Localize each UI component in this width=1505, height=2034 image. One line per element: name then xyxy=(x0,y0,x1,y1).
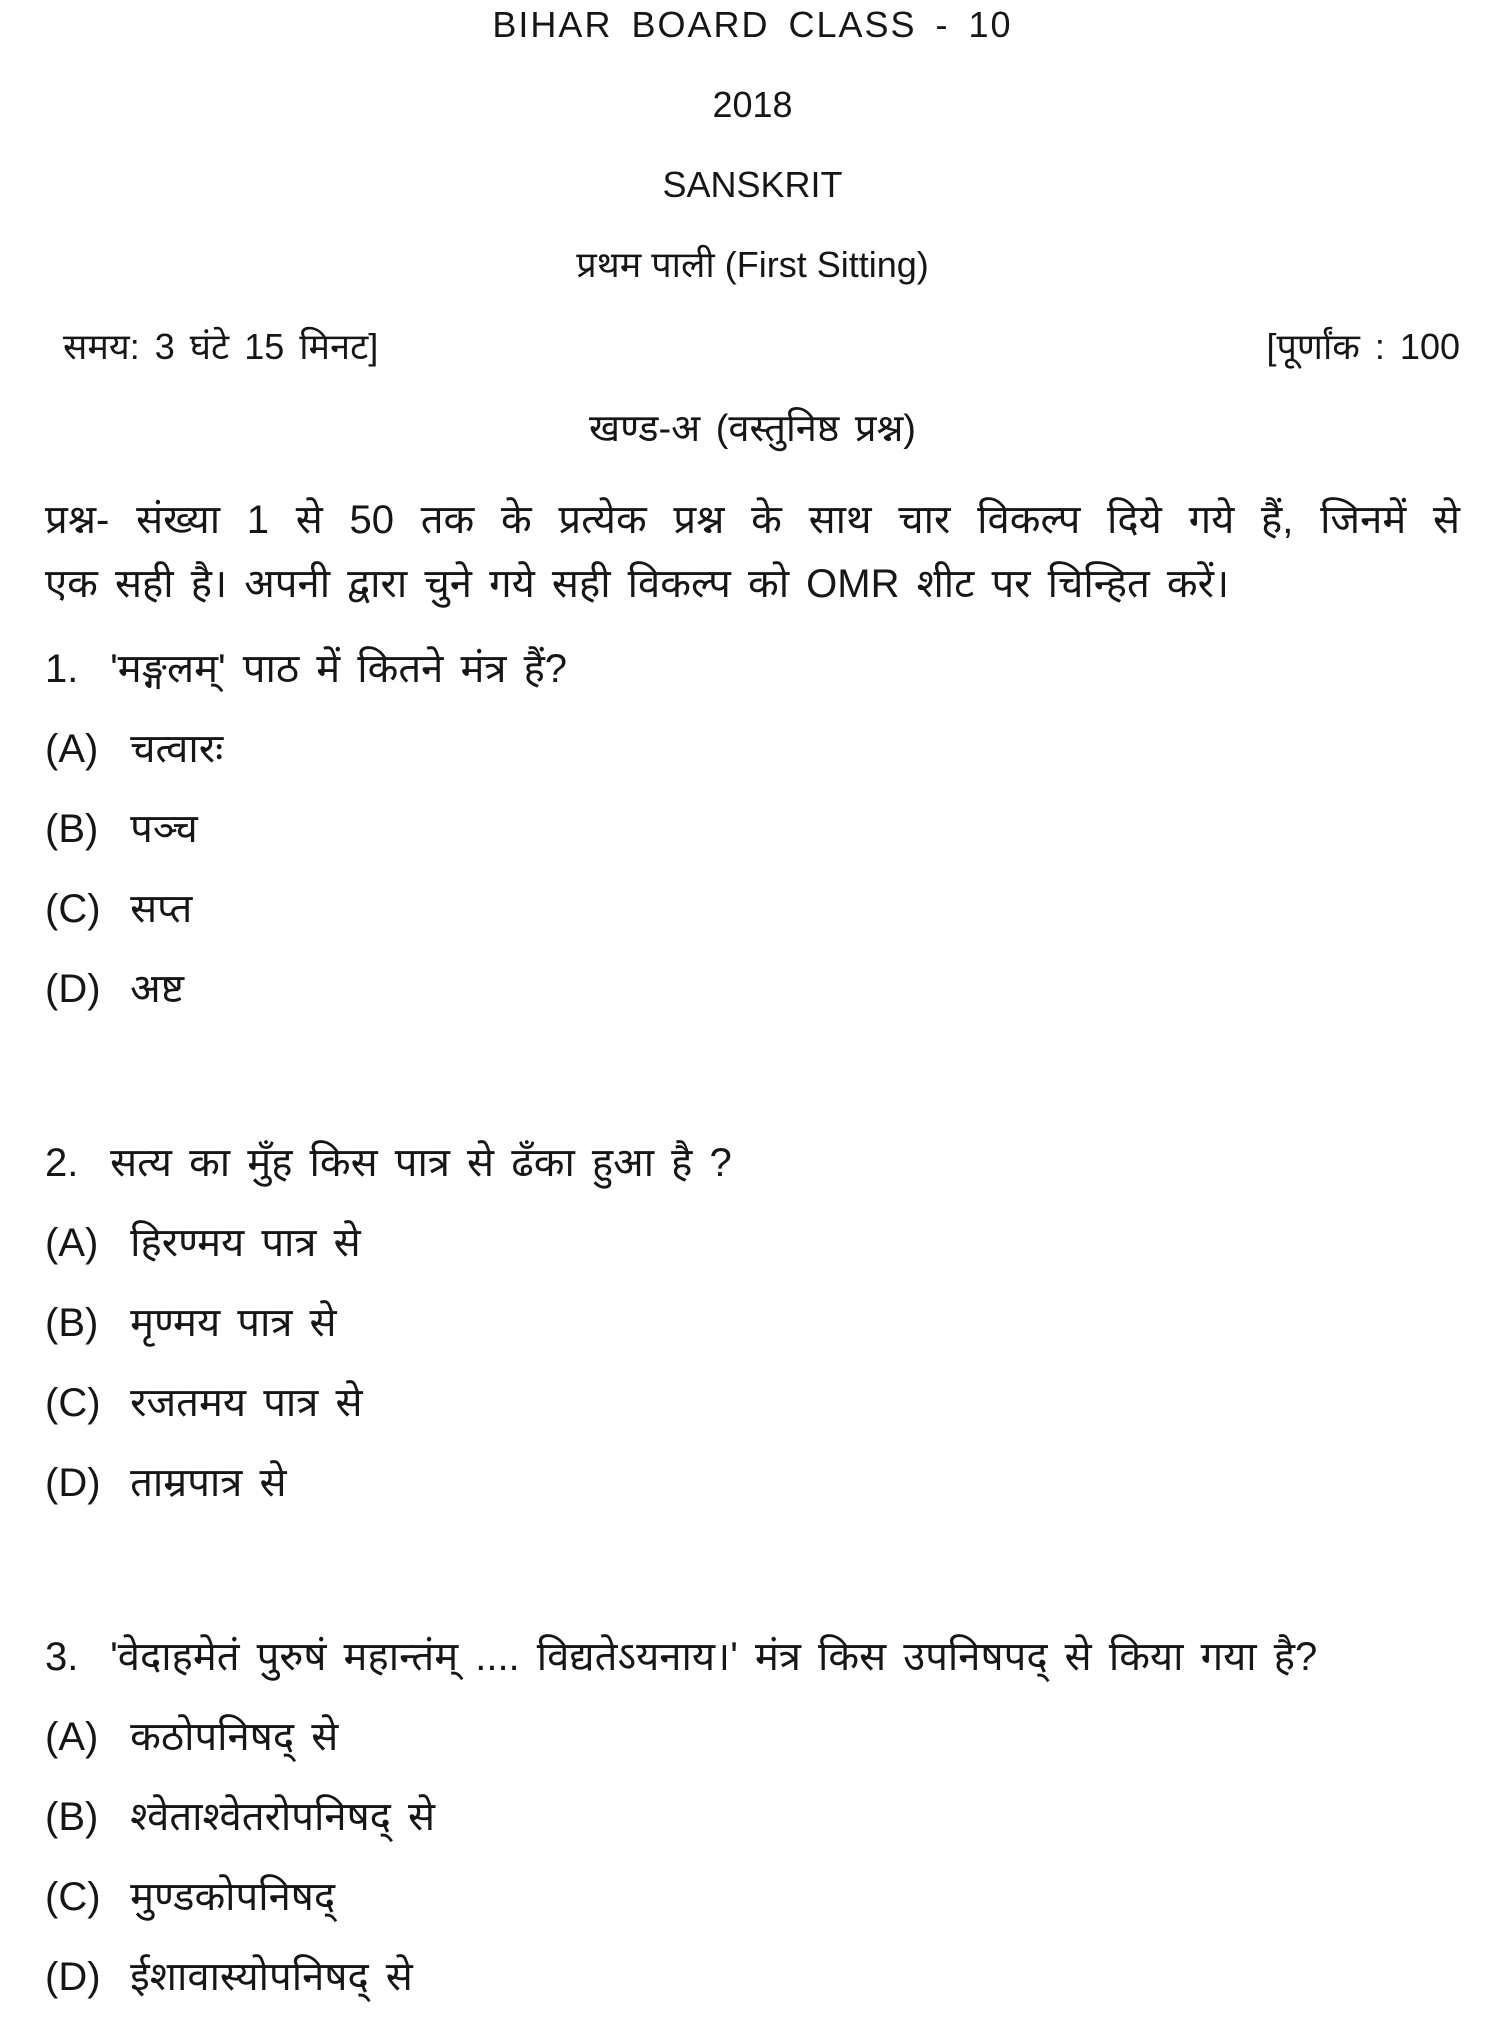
question-text-row xyxy=(45,1635,1460,1679)
question-2 xyxy=(45,1141,1460,1505)
option-row xyxy=(45,1955,1460,1999)
option-letter: (C) xyxy=(45,887,101,931)
question-number: 2. xyxy=(45,1141,79,1185)
option-letter: (D) xyxy=(45,967,101,1011)
option-text: पञ्च xyxy=(130,807,198,851)
meta-row xyxy=(45,326,1460,368)
exam-year: 2018 xyxy=(712,84,793,125)
question-number: 3. xyxy=(45,1635,79,1679)
option-text: मृण्मय पात्र से xyxy=(130,1301,337,1345)
option-text: कठोपनिषद् से xyxy=(130,1715,339,1759)
option-text: ताम्रपात्र से xyxy=(130,1461,287,1505)
option-letter: (D) xyxy=(45,1461,101,1505)
option-text: रजतमय पात्र से xyxy=(130,1381,363,1425)
option-letter: (B) xyxy=(45,807,99,851)
option-row xyxy=(45,1875,1460,1919)
instruction-line-2: एक सही है। अपनी द्वारा चुने गये सही विकल्प को OMR शीट पर चिन्हित करें। xyxy=(45,562,1230,606)
option-row xyxy=(45,1795,1460,1839)
question-text: 'मङ्गलम्' पाठ में कितने मंत्र हैं? xyxy=(110,647,568,691)
option-row xyxy=(45,887,1460,931)
question-text: सत्य का मुँह किस पात्र से ढँका हुआ है ? xyxy=(110,1141,732,1185)
option-text: श्वेताश्वेतरोपनिषद् से xyxy=(130,1795,436,1839)
option-text: मुण्डकोपनिषद् xyxy=(130,1875,336,1919)
question-list xyxy=(45,647,1460,1999)
question-text-row xyxy=(45,647,1460,691)
option-text: ईशावास्योपनिषद् से xyxy=(130,1955,413,1999)
full-marks: [पूर्णांक : 100 xyxy=(1266,326,1460,367)
option-text: हिरण्मय पात्र से xyxy=(130,1221,361,1265)
time-allowed: समय: 3 घंटे 15 मिनट] xyxy=(63,326,379,367)
option-letter: (A) xyxy=(45,1715,99,1759)
question-3 xyxy=(45,1635,1460,1999)
question-text: 'वेदाहमेतं पुरुषं महान्तंम् .... विद्यतेऽयनाय।' मंत्र किस उपनिषपद् से किया गया है? xyxy=(110,1635,1318,1679)
instructions xyxy=(45,488,1460,616)
instruction-line-1: प्रश्न- संख्या 1 से 50 तक के प्रत्येक प्रश्न के साथ चार विकल्प दिये गये हैं, जिनमें से xyxy=(45,498,1460,542)
option-row xyxy=(45,1381,1460,1425)
question-number: 1. xyxy=(45,647,79,691)
option-row xyxy=(45,727,1460,771)
option-row xyxy=(45,1221,1460,1265)
option-row xyxy=(45,1715,1460,1759)
option-letter: (A) xyxy=(45,727,99,771)
option-text: चत्वारः xyxy=(130,727,224,771)
section-heading: खण्ड-अ (वस्तुनिष्ठ प्रश्न) xyxy=(589,408,916,450)
option-letter: (B) xyxy=(45,1301,99,1345)
option-letter: (B) xyxy=(45,1795,99,1839)
option-row xyxy=(45,1461,1460,1505)
subject-title: SANSKRIT xyxy=(662,164,843,205)
option-row xyxy=(45,807,1460,851)
option-row xyxy=(45,1301,1460,1345)
board-title: BIHAR BOARD CLASS - 10 xyxy=(492,4,1013,45)
option-text: अष्ट xyxy=(130,967,185,1011)
sitting-title: प्रथम पाली (First Sitting) xyxy=(576,244,929,285)
question-text-row xyxy=(45,1141,1460,1185)
option-letter: (C) xyxy=(45,1875,101,1919)
question-1 xyxy=(45,647,1460,1011)
option-text: सप्त xyxy=(130,887,193,931)
option-letter: (C) xyxy=(45,1381,101,1425)
option-letter: (D) xyxy=(45,1955,101,1999)
option-row xyxy=(45,967,1460,1011)
option-letter: (A) xyxy=(45,1221,99,1265)
